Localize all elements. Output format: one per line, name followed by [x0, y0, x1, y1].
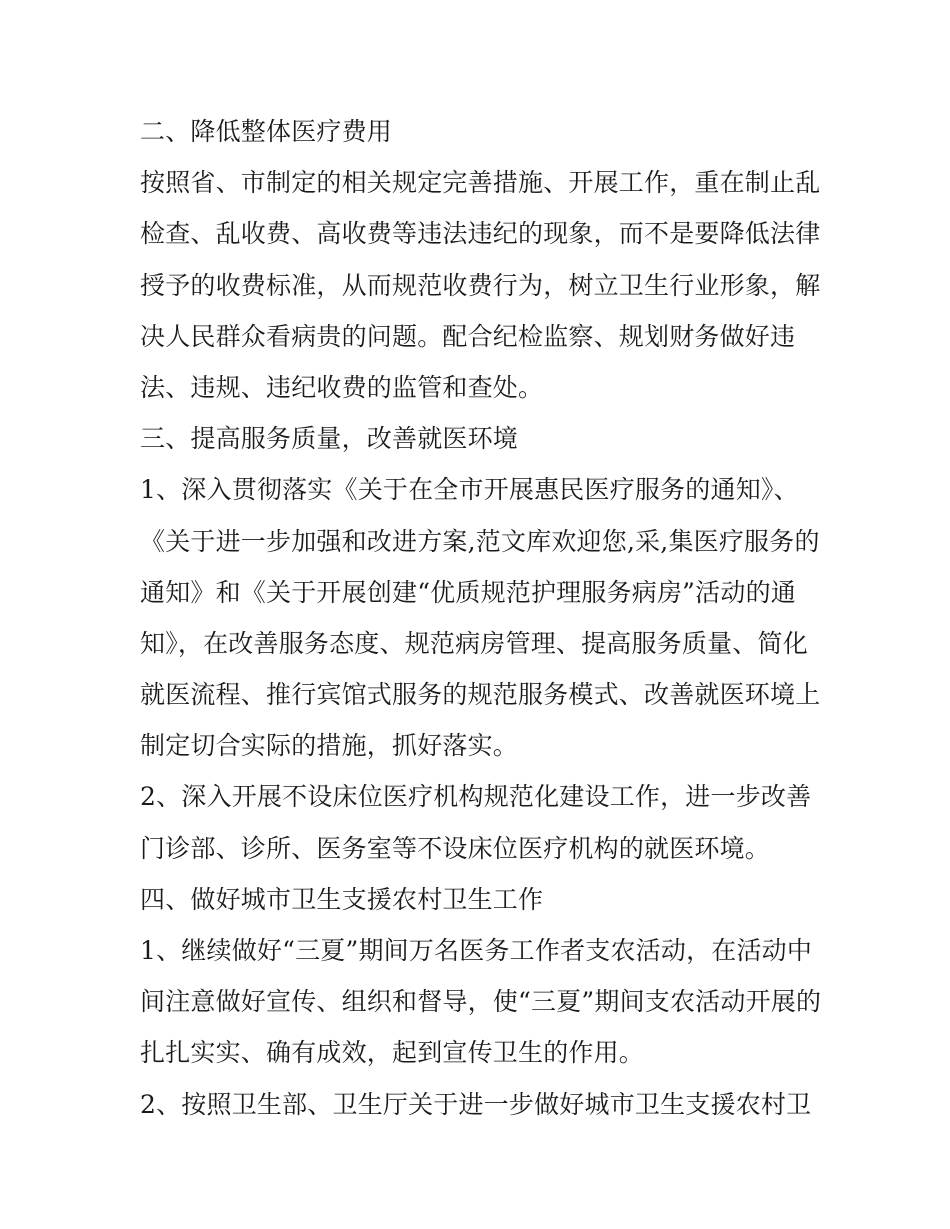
paragraph-line: 门诊部、诊所、医务室等不设床位医疗机构的就医环境。 — [140, 833, 771, 863]
paragraph-line: 间注意做好宣传、组织和督导，使“三夏”期间支农活动开展的 — [140, 987, 822, 1017]
section-heading-2: 二、降低整体医疗费用 — [140, 117, 393, 146]
paragraph-line: 知》，在改善服务态度、规范病房管理、提高服务质量、简化 — [140, 628, 808, 658]
paragraph-line: 决人民群众看病贵的问题。配合纪检监察、规划财务做好违 — [140, 321, 796, 351]
paragraph-line: 2、按照卫生部、卫生厅关于进一步做好城市卫生支援农村卫 — [140, 1089, 812, 1119]
paragraph-line: 1、深入贯彻落实《关于在全市开展惠民医疗服务的通知》、 — [140, 475, 799, 505]
paragraph-line: 通知》和《关于开展创建“优质规范护理服务病房”活动的通 — [140, 577, 796, 607]
paragraph-line: 检查、乱收费、高收费等违法违纪的现象，而不是要降低法律 — [140, 219, 821, 249]
paragraph-line: 按照省、市制定的相关规定完善措施、开展工作，重在制止乱 — [140, 168, 821, 198]
section-heading-4: 四、做好城市卫生支援农村卫生工作 — [140, 884, 544, 914]
document-body — [140, 106, 820, 1130]
paragraph-line: 授予的收费标准，从而规范收费行为，树立卫生行业形象，解 — [140, 270, 821, 300]
paragraph-line: 2、深入开展不设床位医疗机构规范化建设工作，进一步改善 — [140, 782, 812, 812]
section-heading-3: 三、提高服务质量，改善就医环境 — [140, 424, 519, 454]
paragraph-line: 制定切合实际的措施，抓好落实。 — [140, 731, 519, 761]
paragraph-line: 法、违规、违纪收费的监管和查处。 — [140, 372, 544, 402]
paragraph-line: 扎扎实实、确有成效，起到宣传卫生的作用。 — [140, 1038, 645, 1068]
paragraph-line: 就医流程、推行宾馆式服务的规范服务模式、改善就医环境上 — [140, 680, 821, 710]
paragraph-line: 《关于进一步加强和改进方案,范文库欢迎您,采,集医疗服务的 — [140, 526, 820, 556]
paragraph-line: 1、继续做好“三夏”期间万名医务工作者支农活动，在活动中 — [140, 936, 813, 965]
